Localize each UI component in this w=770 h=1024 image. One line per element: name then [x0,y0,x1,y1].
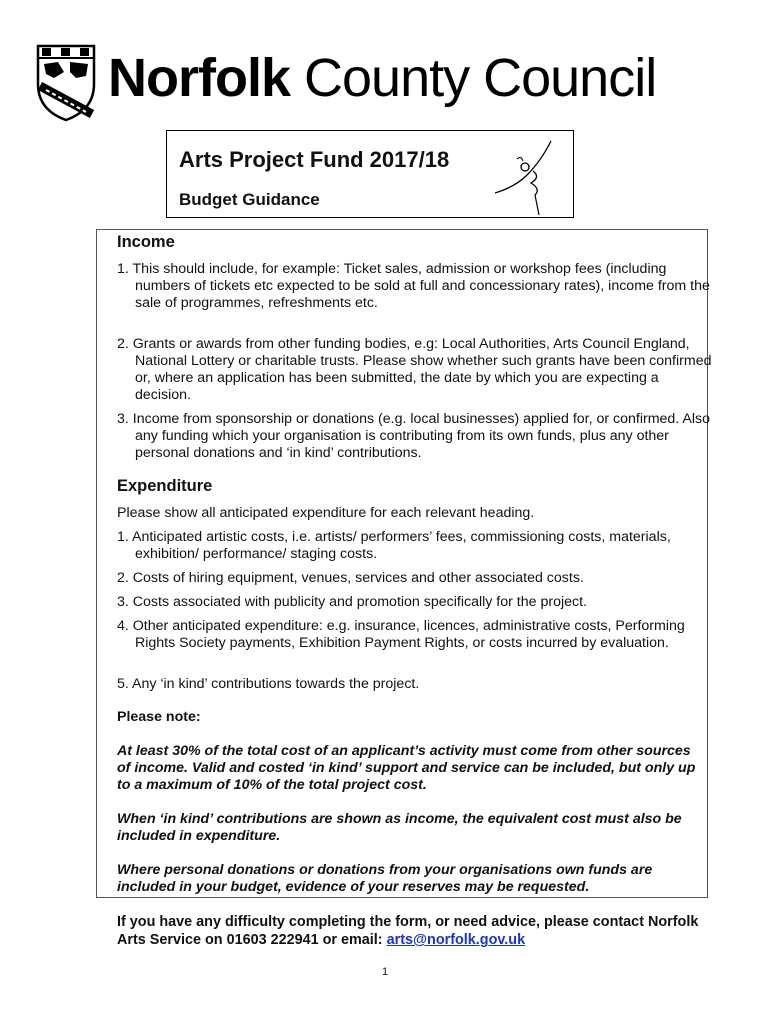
document-title: Arts Project Fund 2017/18 [179,147,450,172]
expenditure-item-1: 1. Anticipated artistic costs, i.e. artists/ performers’ fees, commissioning costs, materials, exhibition/ performance/ staging costs. [117,529,671,562]
email-link[interactable]: arts@norfolk.gov.uk [386,932,526,948]
crest-icon [36,44,96,122]
note-paragraph-2: When ‘in kind’ contributions are shown as income, the equivalent cost must also be included in expenditure. [117,811,682,844]
note-paragraph-3: Where personal donations or donations from your organisations own funds are included in your budget, evidence of your reserves may be requested. [117,862,653,895]
income-heading: Income [117,233,175,251]
norfolk-county-council-logo [36,44,696,124]
logo-wordmark [108,46,656,110]
note-paragraph-1: At least 30% of the total cost of an applicant’s activity must come from other sources of income. Valid and costed ‘in kind’ support and service can be included, but only up to a maximum of 10% of the total project cost. [117,743,696,793]
contact-text: If you have any difficulty completing the form, or need advice, please contact Norfolk Arts Service on 01603 222941 or email: [117,914,699,948]
dancer-figure-icon [491,137,561,217]
expenditure-item-3: 3. Costs associated with publicity and promotion specifically for the project. [117,594,587,610]
contact-footer [117,913,717,949]
note-heading: Please note: [117,709,201,725]
income-item-2: 2. Grants or awards from other funding bodies, e.g: Local Authorities, Arts Council England, National Lottery or charitable trusts. Please show whether such grants have been confirmed or, where an application has been submitted, the date by which you are expecting a decision. [117,336,712,403]
guidance-content-box [96,229,712,898]
expenditure-item-4: 4. Other anticipated expenditure: e.g. insurance, licences, administrative costs, Performing Rights Society payments, Exhibition Payment Rights, or costs incurred by evaluation. [117,618,685,651]
logo-wordmark-light: County Council [304,48,657,108]
expenditure-intro: Please show all anticipated expenditure for each relevant heading. [117,505,535,521]
income-item-3: 3. Income from sponsorship or donations (e.g. local businesses) applied for, or confirmed. Also any funding which your organisation is contributing from its own funds, plus any other personal donations and ‘in kind’ contributions. [117,411,711,461]
logo-wordmark-bold: Norfolk [108,48,290,108]
page-number: 1 [381,966,389,978]
income-item-1: 1. This should include, for example: Ticket sales, admission or workshop fees (including numbers of tickets etc expected to be sold at full and concessionary rates), income from the sale of programmes, refreshments etc. [117,261,710,311]
title-box [166,130,574,218]
expenditure-item-2: 2. Costs of hiring equipment, venues, services and other associated costs. [117,570,584,586]
document-subtitle: Budget Guidance [179,190,320,209]
expenditure-heading: Expenditure [117,477,213,495]
expenditure-item-5: 5. Any ‘in kind’ contributions towards the project. [117,676,420,692]
